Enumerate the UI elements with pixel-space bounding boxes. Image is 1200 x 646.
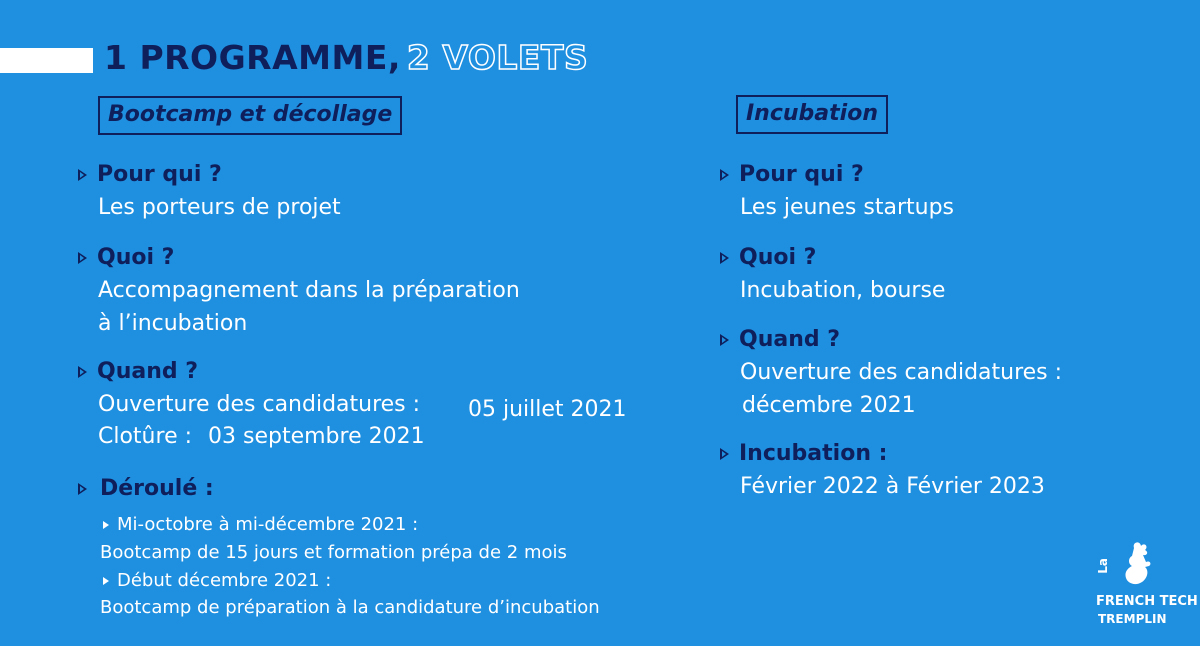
bullet-icon <box>720 252 729 264</box>
logo-la: La <box>1096 558 1110 574</box>
header-accent-bar <box>0 48 93 73</box>
left-close-label: Clotûre : <box>98 424 193 449</box>
step1-head: Mi-octobre à mi-décembre 2021 : <box>117 514 419 535</box>
title-outline: 2 VOLETS <box>406 38 589 77</box>
right-a1: Les jeunes startups <box>740 195 954 220</box>
step2-head: Début décembre 2021 : <box>117 570 332 591</box>
right-a4: Février 2022 à Février 2023 <box>740 474 1045 499</box>
right-q1: Pour qui ? <box>739 162 864 187</box>
bullet-icon <box>720 334 729 346</box>
left-q1: Pour qui ? <box>97 162 222 187</box>
right-q4: Incubation : <box>739 441 888 466</box>
left-q4: Déroulé : <box>100 476 214 501</box>
right-a2: Incubation, bourse <box>740 278 946 303</box>
french-tech-logo <box>1094 540 1198 635</box>
right-q3: Quand ? <box>739 327 841 352</box>
right-q2: Quoi ? <box>739 245 817 270</box>
left-q3: Quand ? <box>97 359 199 384</box>
bullet-icon <box>720 169 729 181</box>
page-title <box>104 38 588 77</box>
left-a2-line1: Accompagnement dans la préparation <box>98 278 520 303</box>
right-a3-line2: décembre 2021 <box>742 393 916 418</box>
left-q2: Quoi ? <box>97 245 175 270</box>
bullet-icon <box>78 366 87 378</box>
incubation-tag: Incubation <box>736 95 888 134</box>
bullet-icon <box>720 448 729 460</box>
left-open-date: 05 juillet 2021 <box>468 397 627 422</box>
step1-body: Bootcamp de 15 jours et formation prépa de 2 mois <box>100 542 567 563</box>
logo-tremplin: TREMPLIN <box>1098 612 1167 626</box>
left-close-date: 03 septembre 2021 <box>208 424 425 449</box>
bootcamp-tag: Bootcamp et décollage <box>98 96 402 135</box>
bullet-icon <box>78 169 87 181</box>
sub-bullet-icon <box>103 577 109 585</box>
step2-body: Bootcamp de préparation à la candidature d’incubation <box>100 597 600 618</box>
left-a1: Les porteurs de projet <box>98 195 341 220</box>
left-a2-line2: à l’incubation <box>98 311 248 336</box>
right-a3-line1: Ouverture des candidatures : <box>740 360 1063 385</box>
bullet-icon <box>78 483 87 495</box>
sub-bullet-icon <box>103 521 109 529</box>
left-open-label: Ouverture des candidatures : <box>98 392 421 417</box>
logo-french-tech: FRENCH TECH <box>1096 594 1198 609</box>
bullet-icon <box>78 252 87 264</box>
title-main: 1 PROGRAMME, <box>104 38 401 77</box>
